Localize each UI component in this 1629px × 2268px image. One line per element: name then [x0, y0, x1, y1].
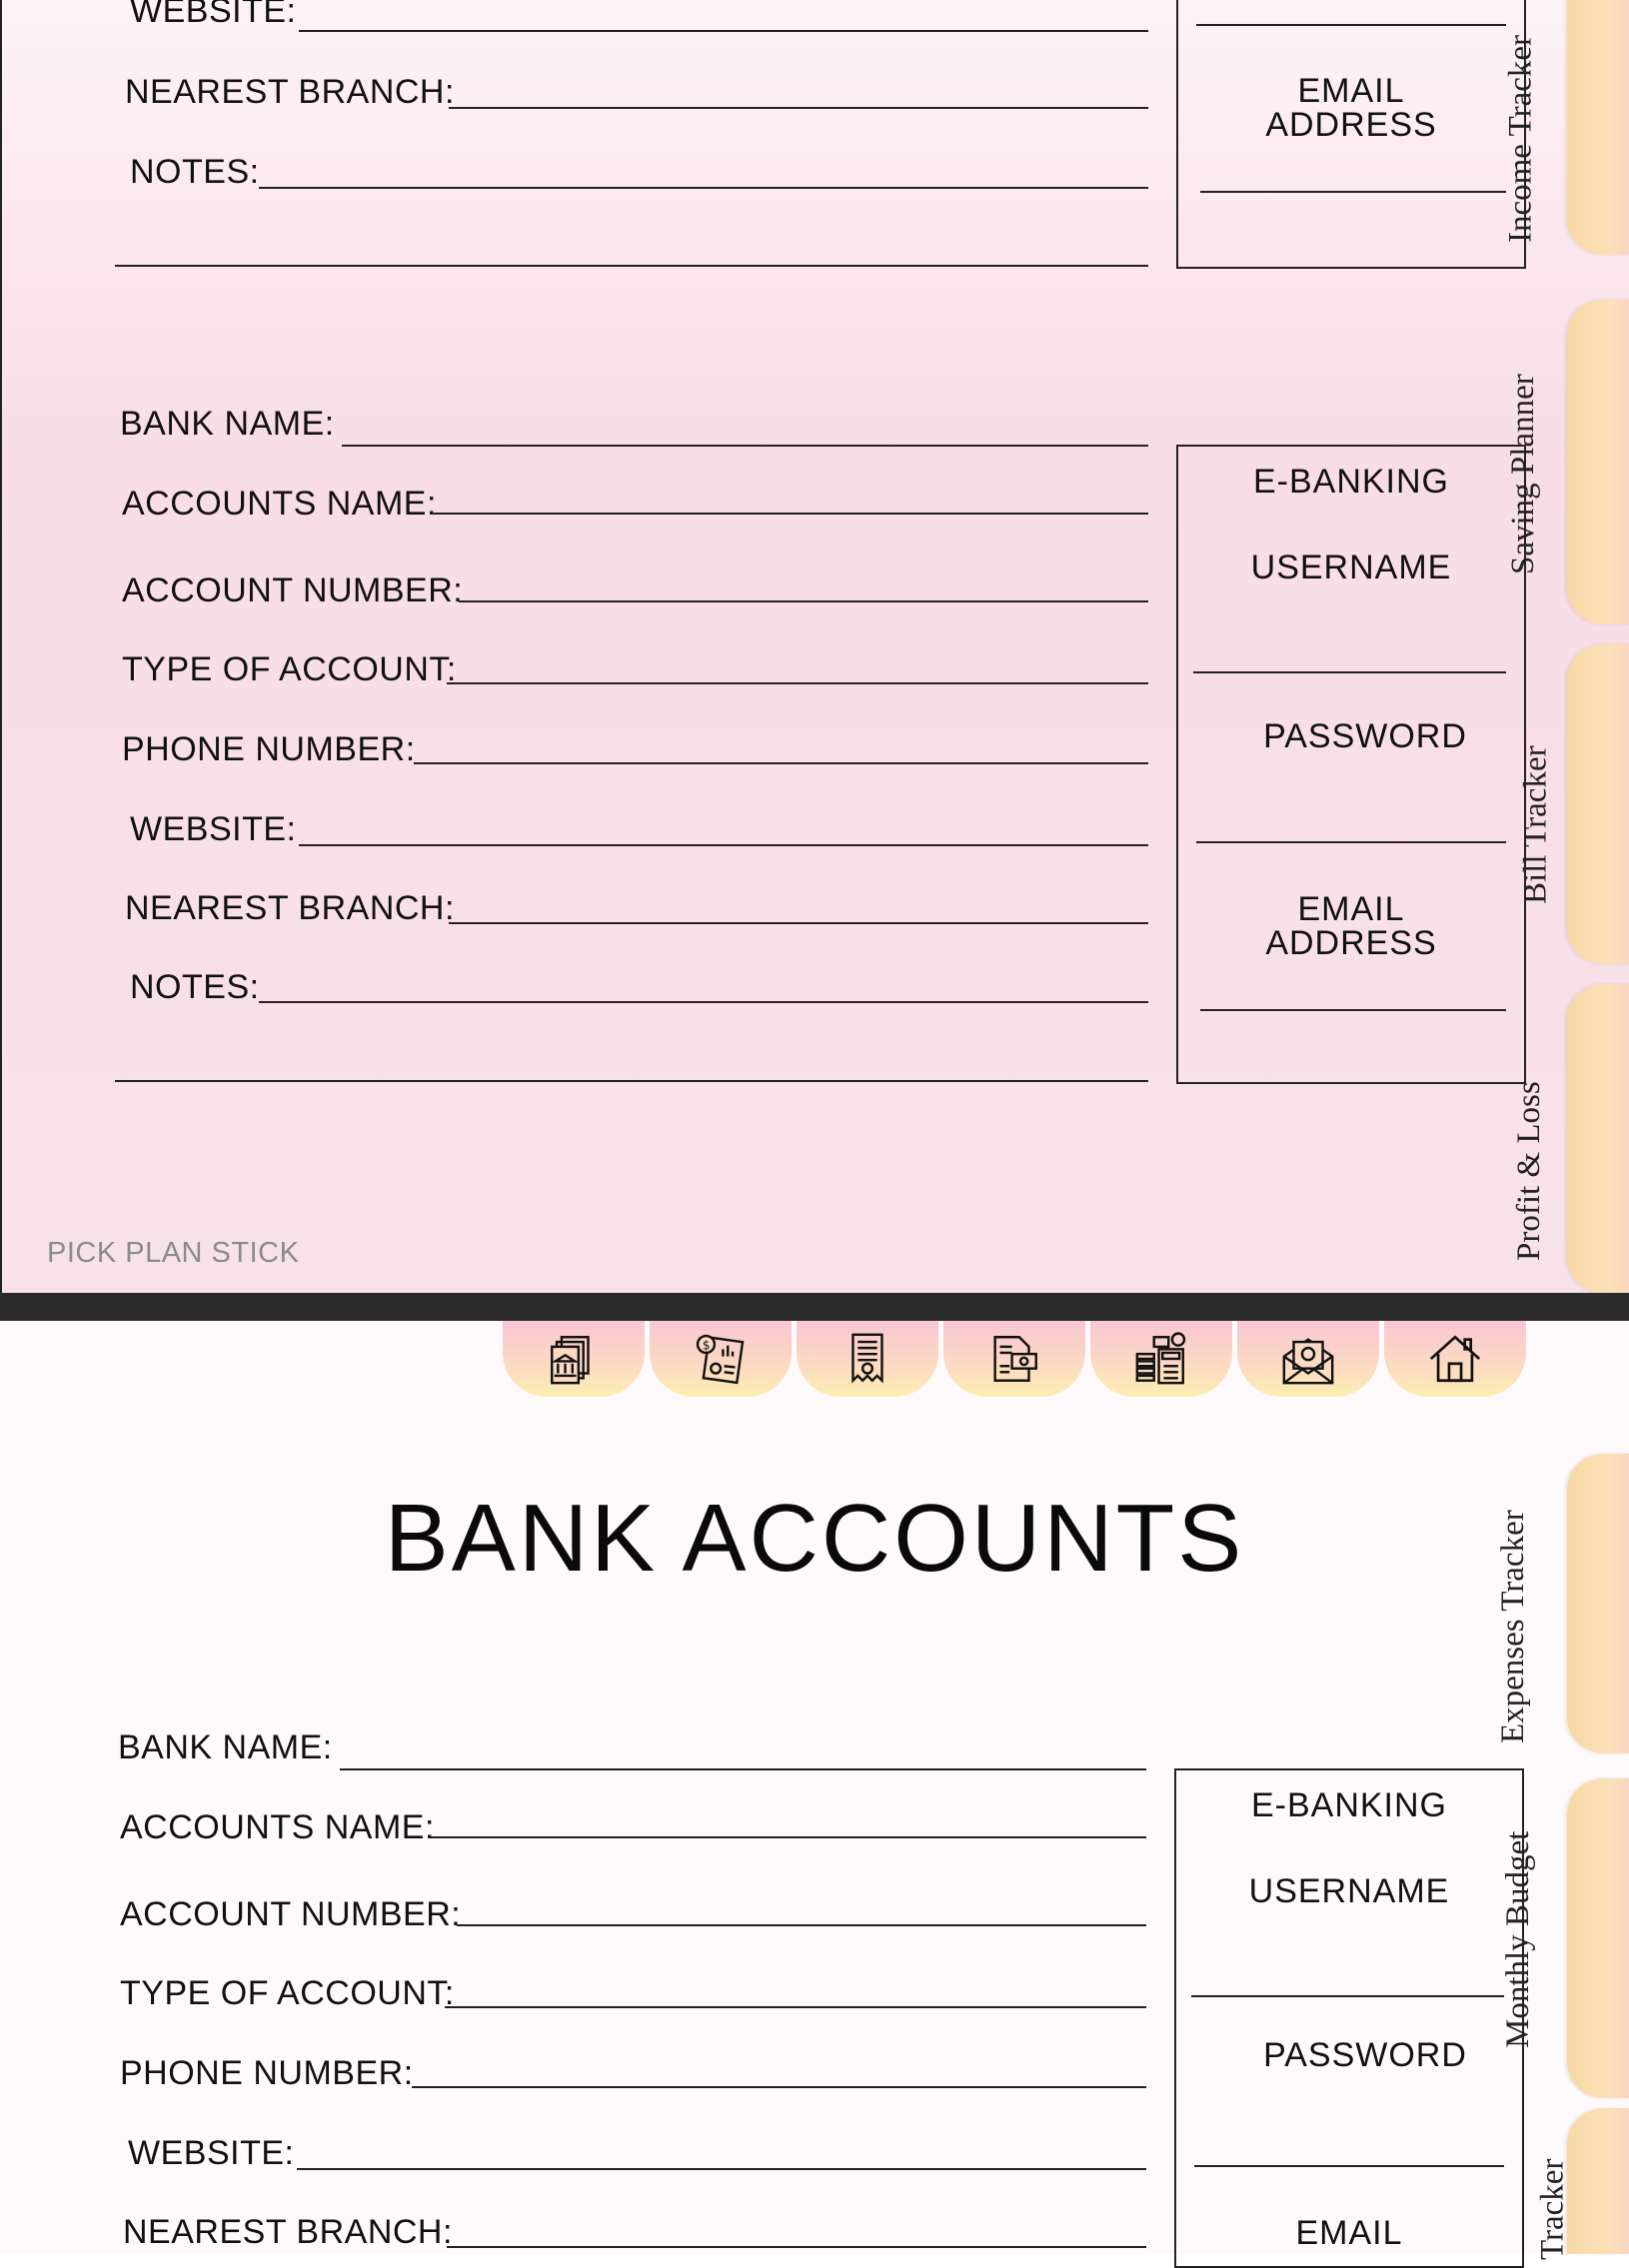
username-line[interactable] — [1191, 1995, 1504, 1997]
email-line[interactable] — [1200, 191, 1506, 193]
tab-profit-loss[interactable] — [1511, 984, 1629, 1293]
accounts-name-line[interactable] — [432, 513, 1148, 515]
website-line[interactable] — [299, 30, 1148, 32]
username-line[interactable] — [1193, 671, 1506, 673]
nav-money-envelope[interactable] — [1237, 1321, 1379, 1397]
website-label: WEBSITE: — [130, 0, 297, 30]
tab-saving-planner-label: Saving Planner — [1504, 374, 1541, 574]
nearest-branch-line[interactable] — [449, 107, 1148, 109]
phone-number-line[interactable] — [412, 2086, 1146, 2088]
email-line[interactable] — [1200, 1009, 1506, 1011]
type-of-account-label: TYPE OF ACCOUNT: — [120, 1974, 455, 2012]
username-label: USERNAME — [1250, 549, 1452, 586]
bank-name-line[interactable] — [340, 1768, 1146, 1770]
ebanking-box — [1176, 445, 1526, 1084]
nearest-branch-label: NEAREST BRANCH: — [125, 889, 455, 927]
nearest-branch-label: NEAREST BRANCH: — [125, 73, 455, 111]
account-number-label: ACCOUNT NUMBER: — [122, 571, 464, 609]
password-label: PASSWORD — [1263, 717, 1467, 755]
bank-name-label: BANK NAME: — [118, 1728, 333, 1766]
bank-documents-icon — [545, 1330, 603, 1388]
nav-financial-report[interactable] — [650, 1321, 792, 1397]
email-label: EMAIL — [1295, 2214, 1403, 2252]
account-number-label: ACCOUNT NUMBER: — [120, 1895, 462, 1933]
accounts-name-label: ACCOUNTS NAME: — [120, 1808, 435, 1846]
money-envelope-icon — [1279, 1330, 1337, 1388]
svg-text:$: $ — [702, 1338, 711, 1353]
password-line[interactable] — [1194, 2165, 1504, 2167]
accounts-name-line[interactable] — [430, 1836, 1146, 1838]
accounts-name-label: ACCOUNTS NAME: — [122, 485, 437, 523]
tab-tracker-label: Tracker — [1534, 2158, 1571, 2260]
email-label-line2: ADDRESS — [1265, 924, 1437, 962]
account-number-line[interactable] — [457, 1924, 1146, 1926]
nav-receipt[interactable] — [797, 1321, 938, 1397]
financial-report-icon — [692, 1330, 750, 1388]
invoice-icon — [985, 1330, 1043, 1388]
ebanking-box-top — [1176, 0, 1526, 269]
nav-bank-documents[interactable] — [503, 1321, 645, 1397]
tab-income-tracker[interactable] — [1502, 0, 1629, 255]
notes-line[interactable] — [259, 1001, 1148, 1003]
notes-label: NOTES: — [130, 153, 260, 191]
tab-monthly-budget-label: Monthly Budget — [1499, 1830, 1536, 2048]
website-label: WEBSITE: — [128, 2134, 295, 2172]
username-label: USERNAME — [1248, 1872, 1450, 1910]
tab-profit-loss-label: Profit & Loss — [1511, 1081, 1548, 1261]
nearest-branch-line[interactable] — [447, 2246, 1146, 2248]
bank-name-line[interactable] — [342, 445, 1148, 447]
tab-tracker[interactable] — [1534, 2108, 1629, 2260]
home-icon — [1426, 1330, 1484, 1388]
tab-monthly-budget[interactable] — [1499, 1778, 1629, 2098]
website-line[interactable] — [299, 844, 1148, 846]
tab-expenses-tracker[interactable] — [1494, 1454, 1629, 1753]
email-label — [1178, 892, 1524, 960]
website-label: WEBSITE: — [130, 810, 297, 848]
brand-footer: PICK PLAN STICK — [47, 1237, 300, 1269]
tab-saving-planner[interactable] — [1504, 300, 1629, 624]
password-line[interactable] — [1196, 841, 1506, 843]
type-of-account-line[interactable] — [445, 2006, 1146, 2008]
type-of-account-label: TYPE OF ACCOUNT: — [122, 650, 457, 688]
nav-calculator-money[interactable] — [1090, 1321, 1232, 1397]
receipt-icon — [838, 1330, 896, 1388]
phone-number-label: PHONE NUMBER: — [122, 730, 416, 768]
type-of-account-line[interactable] — [447, 682, 1148, 684]
nearest-branch-label: NEAREST BRANCH: — [123, 2213, 453, 2251]
notes-label: NOTES: — [130, 968, 260, 1006]
ebanking-box — [1174, 1768, 1524, 2268]
website-line[interactable] — [297, 2168, 1146, 2170]
nav-home[interactable] — [1384, 1321, 1526, 1397]
phone-number-line[interactable] — [414, 762, 1148, 764]
email-label — [1178, 74, 1524, 142]
email-label-line1: EMAIL — [1297, 890, 1405, 928]
notes-line[interactable] — [259, 187, 1148, 189]
tab-income-tracker-label: Income Tracker — [1502, 34, 1539, 243]
notes-line-2[interactable] — [115, 1080, 1148, 1082]
notes-line-2[interactable] — [115, 265, 1148, 267]
nearest-branch-line[interactable] — [449, 922, 1148, 924]
bank-name-label: BANK NAME: — [120, 405, 335, 443]
password-line[interactable] — [1196, 24, 1506, 26]
nav-invoice[interactable] — [943, 1321, 1085, 1397]
calculator-money-icon — [1132, 1330, 1190, 1388]
tab-bill-tracker[interactable] — [1517, 644, 1629, 964]
ebanking-heading: E-BANKING — [1252, 463, 1450, 501]
tab-bill-tracker-label: Bill Tracker — [1517, 745, 1554, 904]
password-label: PASSWORD — [1263, 2036, 1467, 2074]
email-label-line1: EMAIL — [1297, 72, 1405, 110]
phone-number-label: PHONE NUMBER: — [120, 2054, 414, 2092]
ebanking-heading: E-BANKING — [1250, 1786, 1448, 1824]
page-divider — [0, 1293, 1629, 1321]
email-label-line2: ADDRESS — [1265, 106, 1437, 144]
account-number-line[interactable] — [459, 600, 1148, 602]
page-title: BANK ACCOUNTS — [384, 1485, 1245, 1592]
tab-expenses-tracker-label: Expenses Tracker — [1494, 1510, 1531, 1743]
